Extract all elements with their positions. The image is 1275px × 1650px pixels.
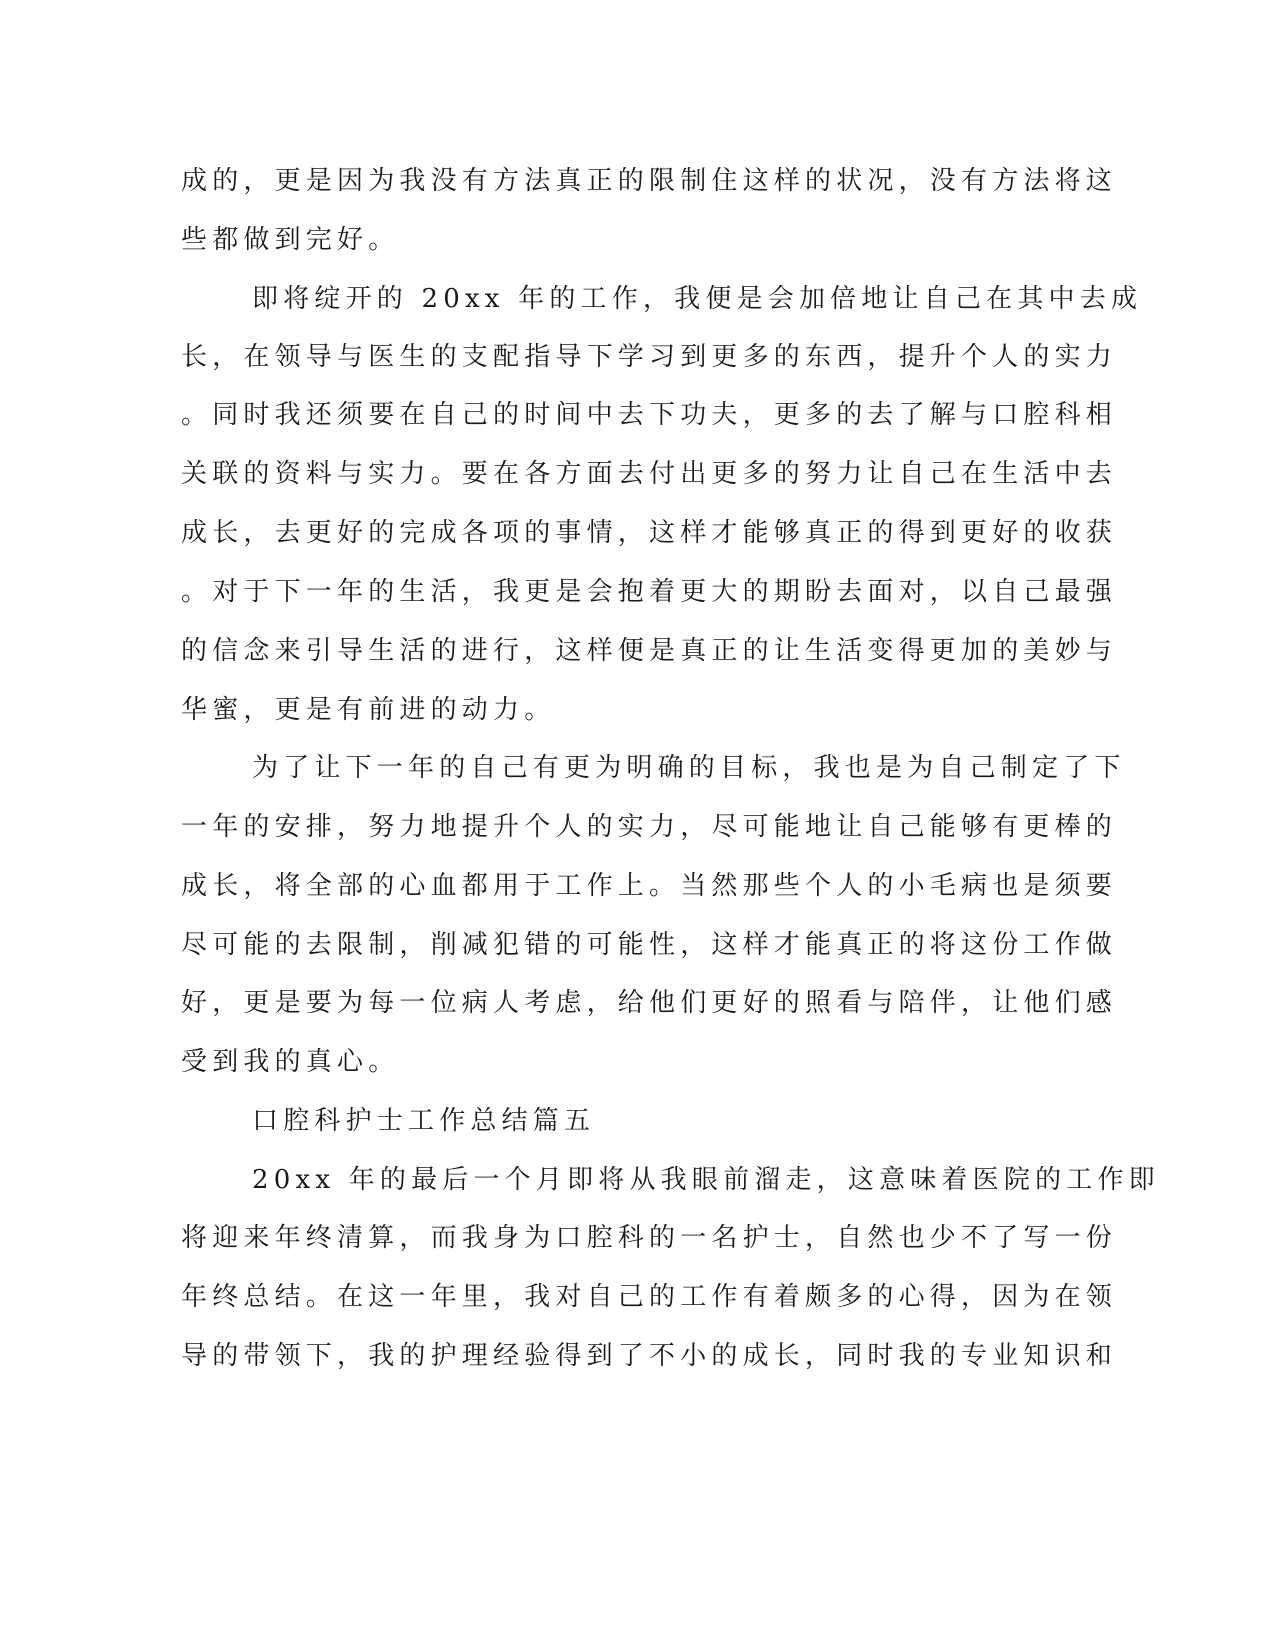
text-line: 关联的资料与实力。要在各方面去付出更多的努力让自己在生活中去 [181, 459, 1118, 489]
text-line: 。对于下一年的生活，我更是会抱着更大的期盼去面对，以自己最强 [181, 577, 1118, 607]
text-line: 华蜜，更是有前进的动力。 [181, 695, 556, 725]
text-line: 为了让下一年的自己有更为明确的目标，我也是为自己制定了下 [252, 753, 1126, 783]
text-line: 一年的安排，努力地提升个人的实力，尽可能地让自己能够有更棒的 [181, 812, 1118, 842]
text-line: 好，更是要为每一位病人考虑，给他们更好的照看与陪伴，让他们感 [181, 988, 1118, 1018]
text-line: 成长，将全部的心血都用于工作上。当然那些个人的小毛病也是须要 [181, 871, 1118, 901]
text-line: 的信念来引导生活的进行，这样便是真正的让生活变得更加的美妙与 [181, 636, 1118, 666]
text-line: 20xx 年的最后一个月即将从我眼前溜走，这意味着医院的工作即 [252, 1165, 1160, 1195]
text-line: 尽可能的去限制，削减犯错的可能性，这样才能真正的将这份工作做 [181, 930, 1118, 960]
text-line: 成的，更是因为我没有方法真正的限制住这样的状况，没有方法将这 [181, 166, 1118, 196]
section-heading: 口腔科护士工作总结篇五 [252, 1106, 596, 1136]
text-line: 些都做到完好。 [181, 225, 400, 255]
text-line: 受到我的真心。 [181, 1047, 400, 1077]
text-line: 将迎来年终清算，而我身为口腔科的一名护士，自然也少不了写一份 [181, 1223, 1118, 1253]
text-line: 年终总结。在这一年里，我对自己的工作有着颇多的心得，因为在领 [181, 1282, 1118, 1312]
text-line: 。同时我还须要在自己的时间中去下功夫，更多的去了解与口腔科相 [181, 400, 1118, 430]
text-line: 导的带领下，我的护理经验得到了不小的成长，同时我的专业知识和 [181, 1341, 1118, 1371]
text-line: 成长，去更好的完成各项的事情，这样才能够真正的得到更好的收获 [181, 518, 1118, 548]
text-line: 即将绽开的 20xx 年的工作，我便是会加倍地让自己在其中去成 [252, 284, 1143, 314]
text-line: 长，在领导与医生的支配指导下学习到更多的东西，提升个人的实力 [181, 342, 1118, 372]
